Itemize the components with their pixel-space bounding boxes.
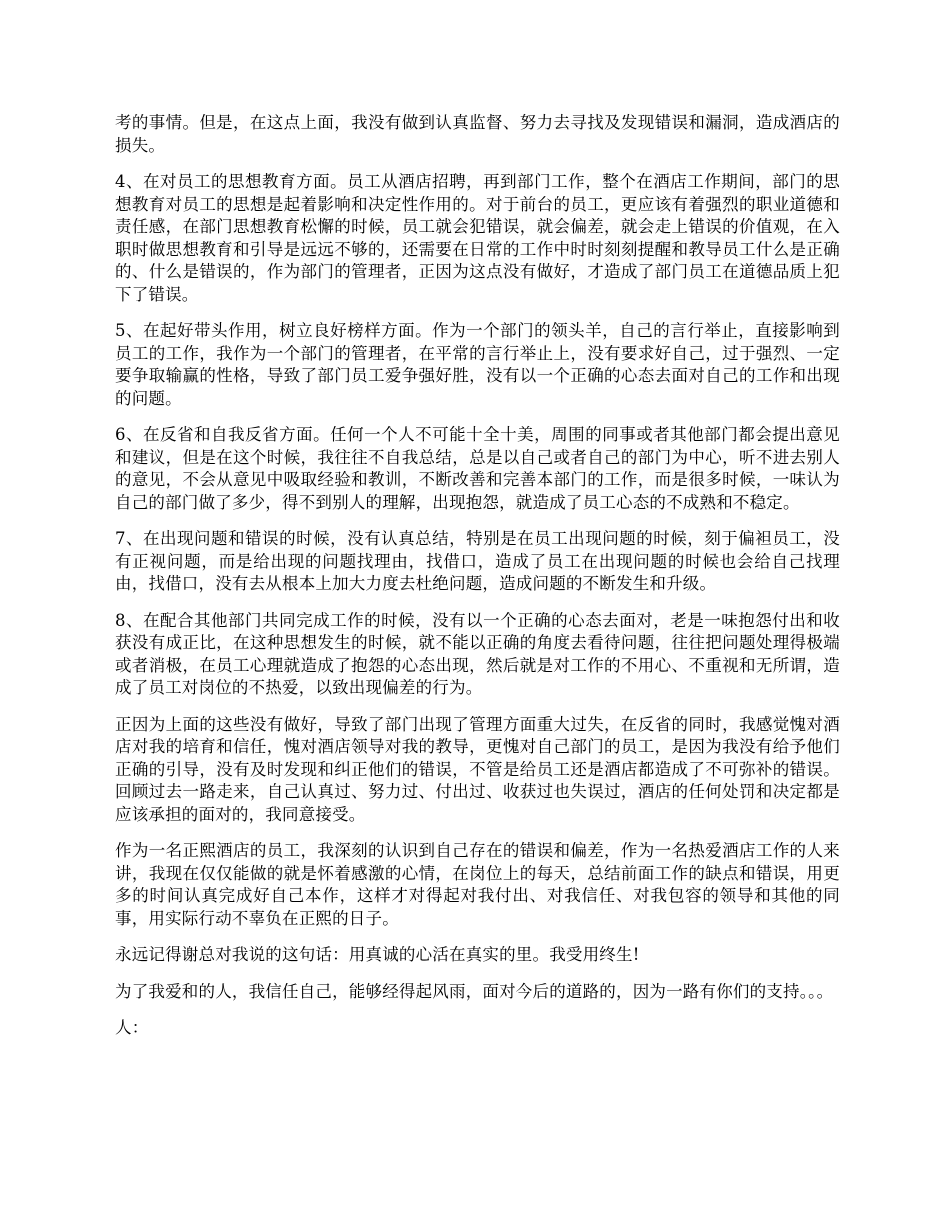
paragraph-closing: 为了我爱和的人，我信任自己，能够经得起风雨，面对今后的道路的，因为一路有你们的支持。。。 [115,981,834,1001]
paragraph-item-4: 4、在对员工的思想教育方面。员工从酒店招聘，再到部门工作，整个在酒店工作期间，部门的思想教育对员工的思想是起着影响和决定性作用的。对于前台的员工，更应该有着强烈的职业道德和责任感，在部门思想教育松懈的时候，员工就会犯错误，就会偏差，就会走上错误的价值观，在入职时做思想教育和引导是远远不够的，还需要在日常的工作中时时刻刻提醒和教导员工什么是正确的、什么是错误的，作为部门的管理者，正因为这点没有做好，才造成了部门员工在道德品质上犯下了错误。 [115,172,840,304]
document-body [115,112,840,1054]
paragraph-quote: 永远记得谢总对我说的这句话：用真诚的心活在真实的里。我受用终生! [115,945,640,964]
paragraph-reflection: 正因为上面的这些没有做好，导致了部门出现了管理方面重大过失，在反省的同时，我感觉愧对酒店对我的培育和信任，愧对酒店领导对我的教导，更愧对自己部门的员工，是因为我没有给予他们正确的引导，没有及时发现和纠正他们的错误，不管是给员工还是酒店都造成了不可弥补的错误。回顾过去一路走来，自己认真过、努力过、付出过、收获过也失误过，酒店的任何处罚和决定都是应该承担的面对的，我同意接受。 [115,714,840,824]
paragraph-commitment: 作为一名正熙酒店的员工，我深刻的认识到自己存在的错误和偏差，作为一名热爱酒店工作的人来讲，我现在仅仅能做的就是怀着感激的心情，在岗位上的每天，总结前面工作的缺点和错误，用更多的时间认真完成好自己本作，这样才对得起对我付出、对我信任、对我包容的领导和其他的同事，用实际行动不辜负在正熙的日子。 [115,841,840,928]
paragraph-continuation: 考的事情。但是，在这点上面，我没有做到认真监督、努力去寻找及发现错误和漏洞，造成酒店的损失。 [115,113,840,155]
paragraph-item-7: 7、在出现问题和错误的时候，没有认真总结，特别是在员工出现问题的时候，刻于偏袒员工，没有正视问题，而是给出现的问题找理由，找借口，造成了员工在出现问题的时候也会给自己找理由，找借口，没有去从根本上加大力度去杜绝问题，造成问题的不断发生和升级。 [115,529,840,593]
paragraph-item-5: 5、在起好带头作用，树立良好榜样方面。作为一个部门的领头羊，自己的言行举止，直接影响到员工的工作，我作为一个部门的管理者，在平常的言行举止上，没有要求好自己，过于强烈、一定要争取输赢的性格，导致了部门员工爱争强好胜，没有以一个正确的心态去面对自己的工作和出现的问题。 [115,321,840,408]
paragraph-item-8: 8、在配合其他部门共同完成工作的时候，没有以一个正确的心态去面对，老是一味抱怨付出和收获没有成正比，在这种思想发生的时候，就不能以正确的角度去看待问题，往往把问题处理得极端或者消极，在员工心理就造成了抱怨的心态出现，然后就是对工作的不用心、不重视和无所谓，造成了员工对岗位的不热爱，以致出现偏差的行为。 [115,610,840,697]
signature-label: 人： [115,1018,149,1037]
paragraph-item-6: 6、在反省和自我反省方面。任何一个人不可能十全十美，周围的同事或者其他部门都会提出意见和建议，但是在这个时候，我往往不自我总结，总是以自己或者自己的部门为中心，听不进去别人的意见，不会从意见中吸取经验和教训，不断改善和完善本部门的工作，而是很多时候，一味认为自己的部门做了多少，得不到别人的理解，出现抱怨，就造成了员工心态的不成熟和不稳定。 [115,425,840,512]
